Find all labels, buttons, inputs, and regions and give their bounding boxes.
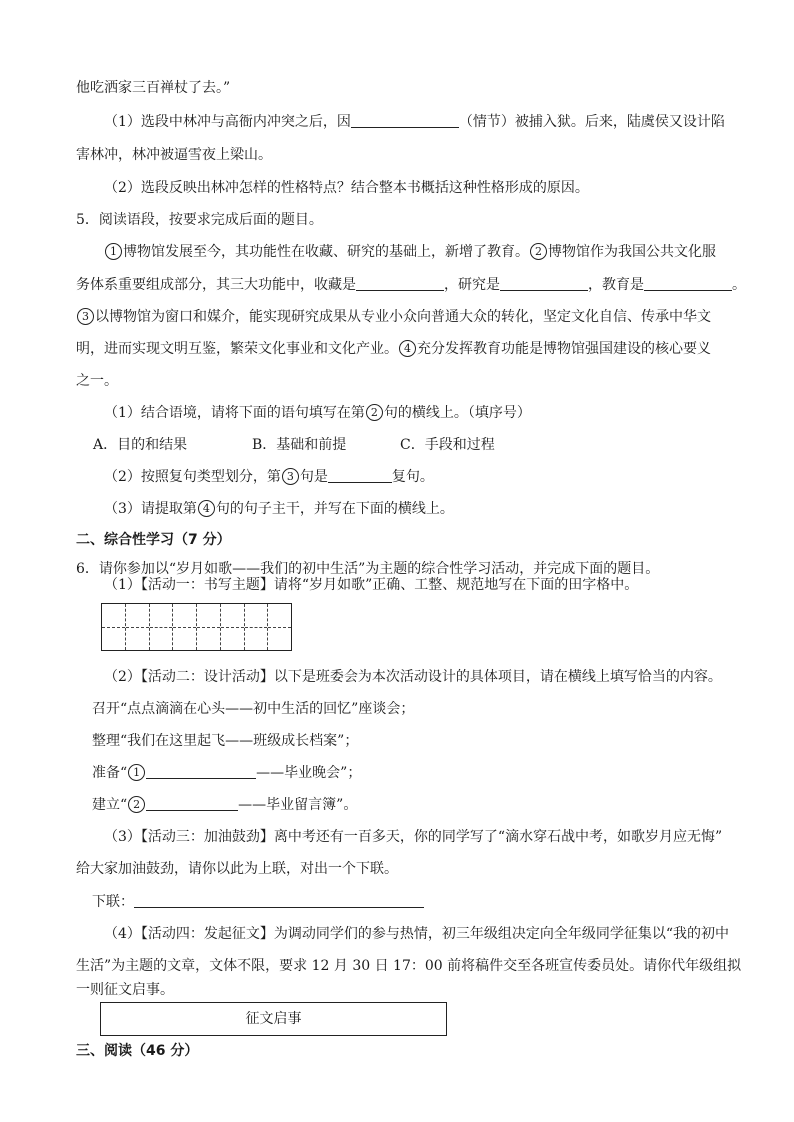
- text-line: 生活”为主题的文章，文体不限，要求 12 月 30 日 17：00 前将稿件交至各班宣传委员处。请你代年级组拟: [76, 958, 742, 974]
- text-line: 一则征文启事。: [76, 982, 174, 998]
- question-6-4: （4）【活动四：发起征文】为调动同学们的参与热情，初三年级组决定向全年级同学征集以“我的初中: [104, 926, 730, 942]
- option-b[interactable]: B．基础和前提: [252, 437, 347, 453]
- text: 。: [732, 277, 746, 293]
- notice-title: 征文启事: [245, 1011, 302, 1027]
- text: 博物馆发展至今，其功能性在收藏、研究的基础上，新增了教育。: [123, 244, 529, 260]
- circled-1: 1: [105, 243, 122, 260]
- question-6-2: （2）【活动二：设计活动】以下是班委会为本次活动设计的具体项目，请在横线上填写恰当的内容。: [104, 669, 722, 685]
- grid-cell[interactable]: [149, 604, 173, 650]
- text: 下联：: [92, 894, 134, 910]
- passage-line: 之一。: [76, 373, 118, 389]
- question-4-1: [104, 112, 725, 132]
- text: （3）请提取第: [104, 501, 197, 517]
- text: 明，进而实现文明互鉴，繁荣文化事业和文化产业。: [76, 341, 398, 357]
- section-3-heading: 三、阅读（46 分）: [76, 1043, 199, 1059]
- activity-item: [92, 795, 357, 815]
- question-6-3: （3）【活动三：加油鼓劲】离中考还有一百多天，你的同学写了“滴水穿石战中考，如歌岁月应无悔”: [104, 829, 723, 845]
- text: 充分发挥教育功能是博物馆强国建设的核心要义: [417, 341, 711, 357]
- answer-blank[interactable]: [146, 764, 256, 779]
- text: （2）按照复句类型划分，第: [104, 469, 281, 485]
- grid-cell[interactable]: [196, 604, 220, 650]
- passage-line: [76, 307, 711, 327]
- circled-1: 1: [128, 764, 145, 781]
- option-a[interactable]: A．目的和结果: [93, 437, 188, 453]
- section-2-heading: 二、综合性学习（7 分）: [76, 532, 231, 548]
- text: （1）结合语境，请将下面的语句填写在第: [104, 405, 365, 421]
- circled-2: 2: [530, 243, 547, 260]
- text: ，研究是: [444, 277, 500, 293]
- passage-line: [76, 339, 711, 359]
- grid-cell[interactable]: [220, 604, 244, 650]
- grid-cell[interactable]: [172, 604, 196, 650]
- text: 建立“: [92, 797, 128, 813]
- question-6: 6．请你参加以“岁月如歌——我们的初中生活”为主题的综合性学习活动，并完成下面的题目。: [76, 561, 660, 577]
- answer-blank[interactable]: [328, 468, 392, 483]
- question-5-1: [104, 403, 531, 423]
- text: （情节）被捕入狱。后来，陆虞侯又设计陷: [458, 114, 725, 130]
- text: ——毕业留言簿”。: [238, 797, 358, 813]
- text: 句的横线上。（填序号）: [383, 405, 531, 421]
- text: 句是: [299, 469, 328, 485]
- text: 复句。: [391, 469, 434, 485]
- text-line: 他吃洒家三百禅杖了去。”: [76, 80, 231, 96]
- answer-blank[interactable]: [351, 113, 459, 128]
- grid-cell[interactable]: [125, 604, 149, 650]
- text-line: 害林冲，林冲被逼雪夜上梁山。: [76, 147, 272, 163]
- tianzige-grid[interactable]: [101, 603, 292, 651]
- circled-4: 4: [198, 500, 215, 517]
- text: ，教育是: [588, 277, 644, 293]
- question-6-1: （1）【活动一：书写主题】请将“岁月如歌”正确、工整、规范地写在下面的田字格中。: [104, 577, 639, 593]
- answer-blank[interactable]: [134, 893, 424, 908]
- text: （1）选段中林冲与高衙内冲突之后，因: [104, 114, 351, 130]
- question-5-2: [104, 467, 434, 487]
- circled-2: 2: [128, 796, 145, 813]
- question-5-3: [104, 499, 454, 519]
- answer-blank[interactable]: [644, 276, 732, 291]
- grid-cell[interactable]: [244, 604, 268, 650]
- activity-item: 召开“点点滴滴在心头——初中生活的回忆”座谈会；: [92, 701, 415, 717]
- activity-item: 整理“我们在这里起飞——班级成长档案”；: [92, 733, 359, 749]
- answer-blank[interactable]: [356, 276, 444, 291]
- option-c[interactable]: C．手段和过程: [400, 437, 495, 453]
- text: 以博物馆为窗口和媒介，能实现研究成果从专业小众向普通大众的转化，坚定文化自信、传承中华文: [95, 309, 711, 325]
- passage-line: [76, 275, 746, 295]
- question-5: 5．阅读语段，按要求完成后面的题目。: [76, 212, 323, 228]
- answer-blank[interactable]: [146, 796, 238, 811]
- text: 准备“: [92, 765, 128, 781]
- question-4-2: （2）选段反映出林冲怎样的性格特点？结合整本书概括这种性格形成的原因。: [104, 180, 589, 196]
- grid-cell[interactable]: [102, 604, 125, 650]
- grid-cell[interactable]: [267, 604, 291, 650]
- text-line: 给大家加油鼓劲，请你以此为上联，对出一个下联。: [76, 861, 398, 877]
- activity-item: [92, 763, 361, 783]
- passage-line: [104, 242, 716, 262]
- text: 务体系重要组成部分，其三大功能中，收藏是: [76, 277, 356, 293]
- circled-2: 2: [366, 404, 383, 421]
- answer-blank[interactable]: [500, 276, 588, 291]
- xialian-line: [92, 892, 424, 912]
- notice-title-box[interactable]: [100, 1002, 447, 1036]
- text: ——毕业晚会”；: [256, 765, 362, 781]
- text: 博物馆作为我国公共文化服: [548, 244, 716, 260]
- text: 句的句子主干，并写在下面的横线上。: [215, 501, 454, 517]
- circled-3: 3: [77, 308, 94, 325]
- circled-3: 3: [282, 468, 299, 485]
- circled-4: 4: [399, 340, 416, 357]
